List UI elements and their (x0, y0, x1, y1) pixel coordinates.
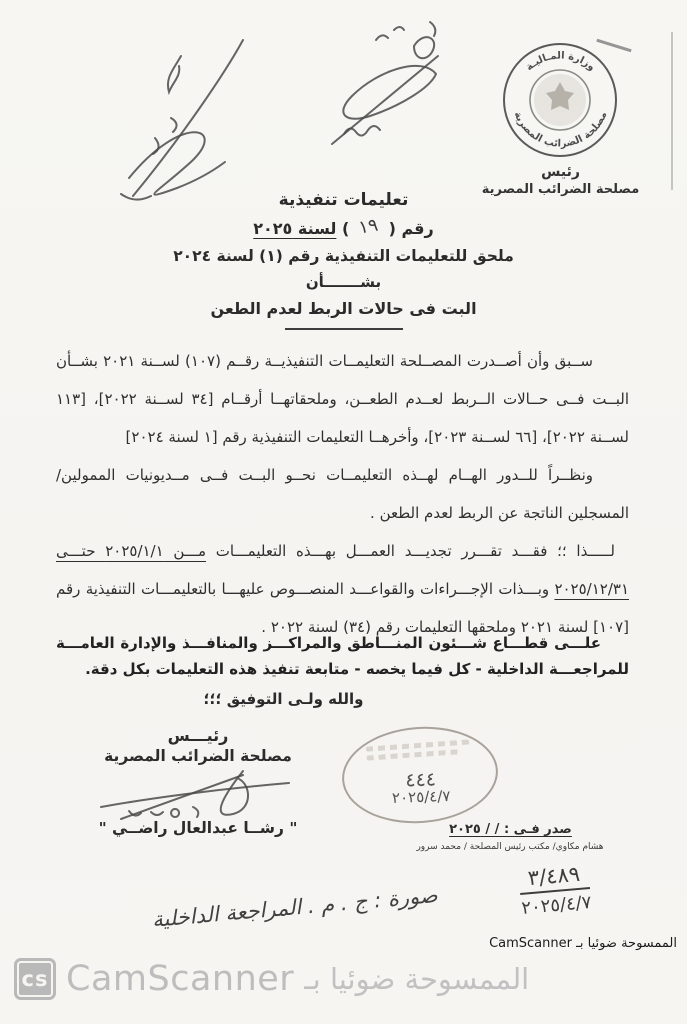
signature-scrawl (93, 767, 303, 825)
paragraph-1: ســبق وأن أصــدرت المصــلحة التعليمــات التنفيذيــة رقــم (١٠٧) لســنة ٢٠٢١ بشــأن البــت فــى حــالات الــربط لعــدم الطعــن، وملحقاتهــا أرقــام [٣٤ لســنة ٢٠٢٢]، [١١٣ لســنة ٢٠٢٢]، [٦٦ لســنة ٢٠٢٣]، وأخرهــا التعليمات التنفيذية رقم [١ لسنة ٢٠٢٤] (56, 352, 629, 446)
signature-block (78, 726, 318, 837)
doc-number-suffix: ) (341, 219, 350, 238)
doc-title: تعليمات تنفيذية (278, 190, 409, 210)
ministry-seal-icon (498, 40, 623, 162)
stamp-date: ٢٠٢٥/٤/٧ (391, 786, 451, 807)
paragraph-3-dates-underlined: مـــن ٢٠٢٥/١/١ حتـــى ٢٠٢٥/١٢/٣١ (56, 542, 629, 598)
doc-annex-line: ملحق للتعليمات التنفيذية رقم (١) لسنة ٢٠٢٤ (173, 247, 514, 265)
doc-number-line (0, 214, 687, 239)
stamp-serial-number: ٤٤٤ (404, 768, 437, 792)
paragraph-3-end: وبـــذات الإجـــراءات والقواعـــد المنصـــوص عليهـــا بالتعليمـــات التنفيذية رقم [١٠٧] لسنة ٢٠٢١ وملحقها التعليمات رقم (٣٤) لسنة ٢٠٢٢ . (56, 580, 629, 636)
doc-subject-line: البت فى حالات الربط لعدم الطعن (210, 299, 477, 318)
paragraph-2: ونظــراً للــدور الهــام لهــذه التعليمــات نحــو البــت فــى مــديونيات الممولين/ المسجلين الناتجة عن الربط لعدم الطعن . (56, 466, 629, 522)
handwritten-copy-note: صورة : ج . م . المراجعة الداخلية (151, 882, 439, 932)
title-separator-line (285, 328, 403, 330)
reference-number: ٣/٤٨٩ (518, 861, 590, 895)
issued-on-line: صدر فـى : / / ٢٠٢٥ (449, 822, 572, 837)
seal-bottom-text: مصلحة الضرائب المصرية (511, 110, 610, 150)
reference-date: ٢٠٢٥/٤/٧ (520, 891, 593, 919)
seal-caption-org: مصلحة الضرائب المصرية (481, 181, 640, 197)
paragraph-3 (56, 532, 629, 646)
signatory-name: " رشــا عبدالعال راضــي " (98, 819, 298, 837)
handwritten-annotation-top (318, 12, 453, 162)
seal-top-text: وزارة المـاليـة (523, 50, 598, 74)
signatory-title: رئيـــس (167, 726, 229, 745)
handwritten-reference (518, 861, 592, 919)
camscanner-logo-letters: cs (21, 967, 49, 991)
stamp-handwritten-numbers (344, 766, 497, 808)
authority-seal-block (478, 40, 643, 198)
handwritten-doc-number: ١٩ (357, 214, 380, 239)
camscanner-arabic-text: الممسوحة ضوئيا بـ (304, 962, 530, 996)
seal-caption-title: رئيس (541, 164, 580, 180)
closing-line: والله ولـى التوفيق ؛؛؛ (203, 690, 364, 708)
registry-oval-stamp (339, 722, 501, 829)
document-body (56, 342, 629, 646)
camscanner-brand-text: CamScanner (66, 959, 295, 999)
doc-number-prefix: رقم ( (388, 219, 434, 238)
document-title-block (0, 190, 687, 330)
handwritten-scrawl-left (85, 18, 270, 218)
camscanner-logo-icon (14, 958, 56, 1000)
signatory-org: مصلحة الضرائب المصرية (104, 747, 292, 765)
stamp-faint-text (360, 735, 482, 769)
directive-paragraph: علـــى قطـــاع شـــئون المنـــاطق والمراكـــز والمنافـــذ والإدارة العامـــة للمراجعـــة الداخلية - كل فيما يخصه - متابعة تنفيذ هذه التعليمات بكل دقة. (56, 634, 629, 678)
camscanner-watermark (14, 958, 533, 1000)
scan-edge-line (671, 32, 673, 190)
paragraph-3-start: لـــــذا ؛؛ فقـــد تقـــرر تجديـــد العمـــل بهـــذه التعليمـــات (206, 542, 615, 560)
doc-year: لسنة ٢٠٢٥ (253, 219, 337, 238)
camscanner-scan-line: الممسوحة ضوئيا بـ CamScanner (489, 936, 677, 951)
doc-regarding-word: بشـــــــأن (305, 273, 382, 291)
issuing-office-line: هشام مكاوي/ مكتب رئيس المصلحة / محمد سرور (416, 842, 604, 852)
